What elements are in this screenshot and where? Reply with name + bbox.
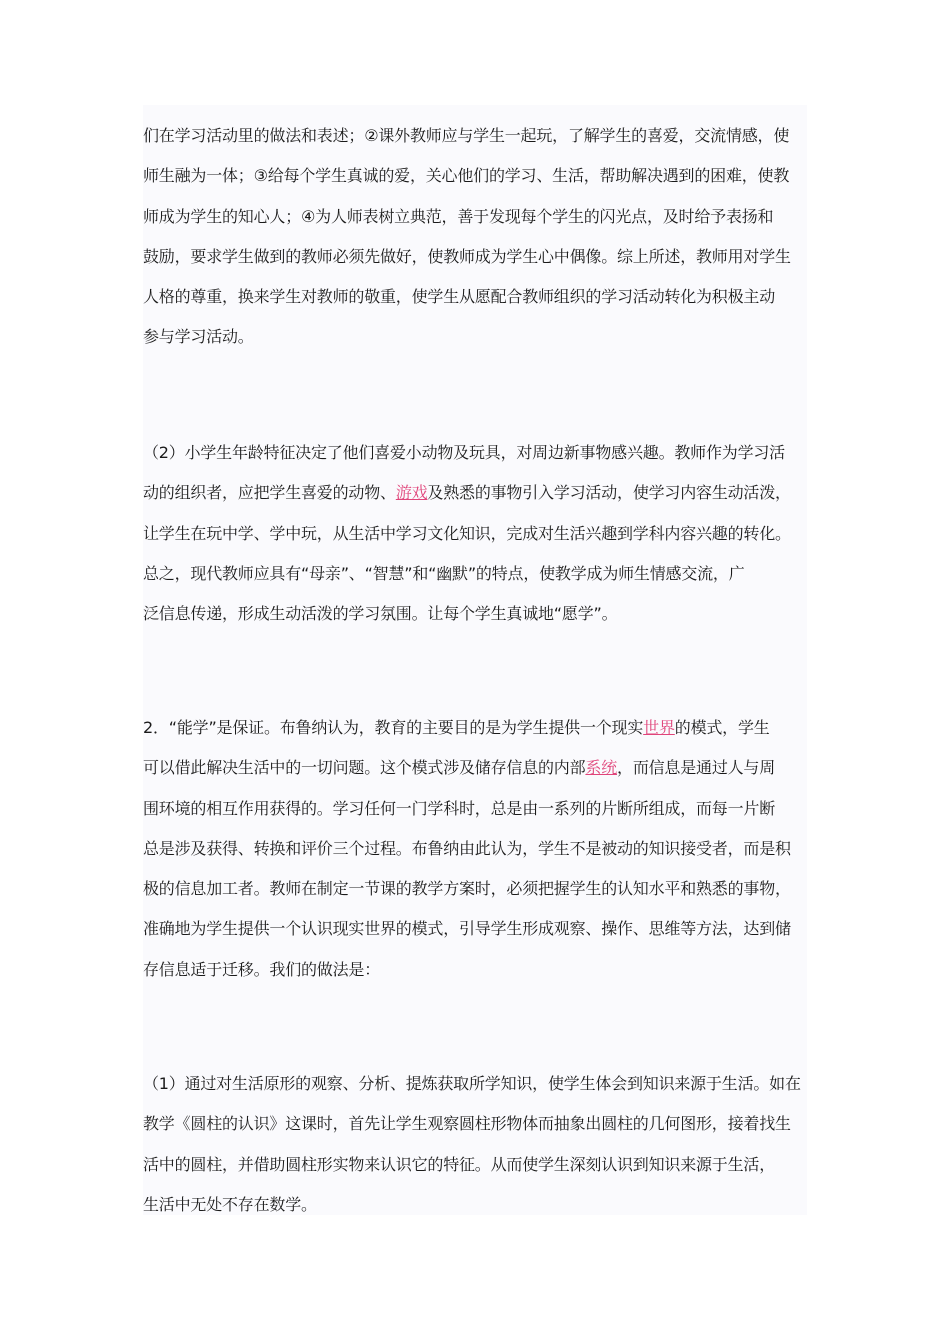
text-line: 围环境的相互作用获得的。学习任何一门学科时，总是由一系列的片断所组成，而每一片断 [143, 798, 776, 818]
link-games[interactable]: 游戏 [395, 483, 428, 503]
text-line [143, 708, 811, 748]
text-line: 师生融为一体；③给每个学生真诚的爱，关心他们的学习、生活，帮助解决遇到的困难，使教 [143, 166, 790, 186]
text-line: 总是涉及获得、转换和评价三个过程。布鲁纳由此认为，学生不是被动的知识接受者，而是积 [143, 838, 791, 858]
text-line: 鼓励，要求学生做到的教师必须先做好，使教师成为学生心中偶像。综上所述，教师用对学生 [143, 246, 791, 266]
text-line: 存信息适于迁移。我们的做法是： [143, 959, 381, 979]
link-world[interactable]: 世界 [643, 718, 675, 737]
paragraph-1 [143, 116, 811, 358]
text-line: 活中的圆柱，并借助圆柱形实物来认识它的特征。从而使学生深刻认识到知识来源于生活， [143, 1154, 776, 1174]
text-segment: ，而信息是通过人与周 [617, 758, 776, 778]
link-system[interactable]: 系统 [585, 758, 618, 778]
text-line: 极的信息加工者。教师在制定一节课的教学方案时，必须把握学生的认知水平和熟悉的事物， [143, 879, 791, 899]
text-line: （2）小学生年龄特征决定了他们喜爱小动物及玩具，对周边新事物感兴趣。教师作为学习活 [143, 443, 785, 462]
paragraph-2 [143, 433, 811, 634]
text-line: 泛信息传递，形成生动活泼的学习氛围。让每个学生真诚地“愿学”。 [143, 604, 618, 624]
text-segment: 可以借此解决生活中的一切问题。这个模式涉及储存信息的内部 [143, 758, 586, 778]
text-line [143, 473, 811, 513]
text-line: 总之，现代教师应具有“母亲”、“智慧”和“幽默”的特点，使教学成为师生情感交流，广 [143, 563, 745, 583]
text-segment: 2．“能学”是保证。布鲁纳认为，教育的主要目的是为学生提供一个现实 [143, 718, 644, 737]
text-segment: 的模式，学生 [674, 718, 770, 737]
text-line: 人格的尊重，换来学生对教师的敬重，使学生从愿配合教师组织的学习活动转化为积极主动 [143, 287, 776, 307]
text-line: （1）通过对生活原形的观察、分析、提炼获取所学知识，使学生体会到知识来源于生活。如在 [143, 1074, 801, 1093]
text-segment: 及熟悉的事物引入学习活动，使学习内容生动活泼， [427, 483, 791, 503]
text-line: 们在学习活动里的做法和表述；②课外教师应与学生一起玩，了解学生的喜爱，交流情感，使 [143, 126, 790, 145]
text-line: 生活中无处不存在数学。 [143, 1194, 317, 1214]
text-line: 教学《圆柱的认识》这课时，首先让学生观察圆柱形物体而抽象出圆柱的几何图形，接着找生 [143, 1114, 791, 1134]
text-segment: 动的组织者，应把学生喜爱的动物、 [143, 483, 396, 503]
text-line: 参与学习活动。 [143, 327, 254, 347]
paragraph-4 [143, 1064, 811, 1225]
text-line [143, 748, 811, 788]
paragraph-3 [143, 708, 811, 990]
text-line: 师成为学生的知心人；④为人师表树立典范，善于发现每个学生的闪光点，及时给予表扬和 [143, 206, 774, 226]
text-line: 准确地为学生提供一个认识现实世界的模式，引导学生形成观察、操作、思维等方法，达到储 [143, 919, 791, 939]
text-line: 让学生在玩中学、学中玩，从生活中学习文化知识，完成对生活兴趣到学科内容兴趣的转化。 [143, 523, 791, 543]
